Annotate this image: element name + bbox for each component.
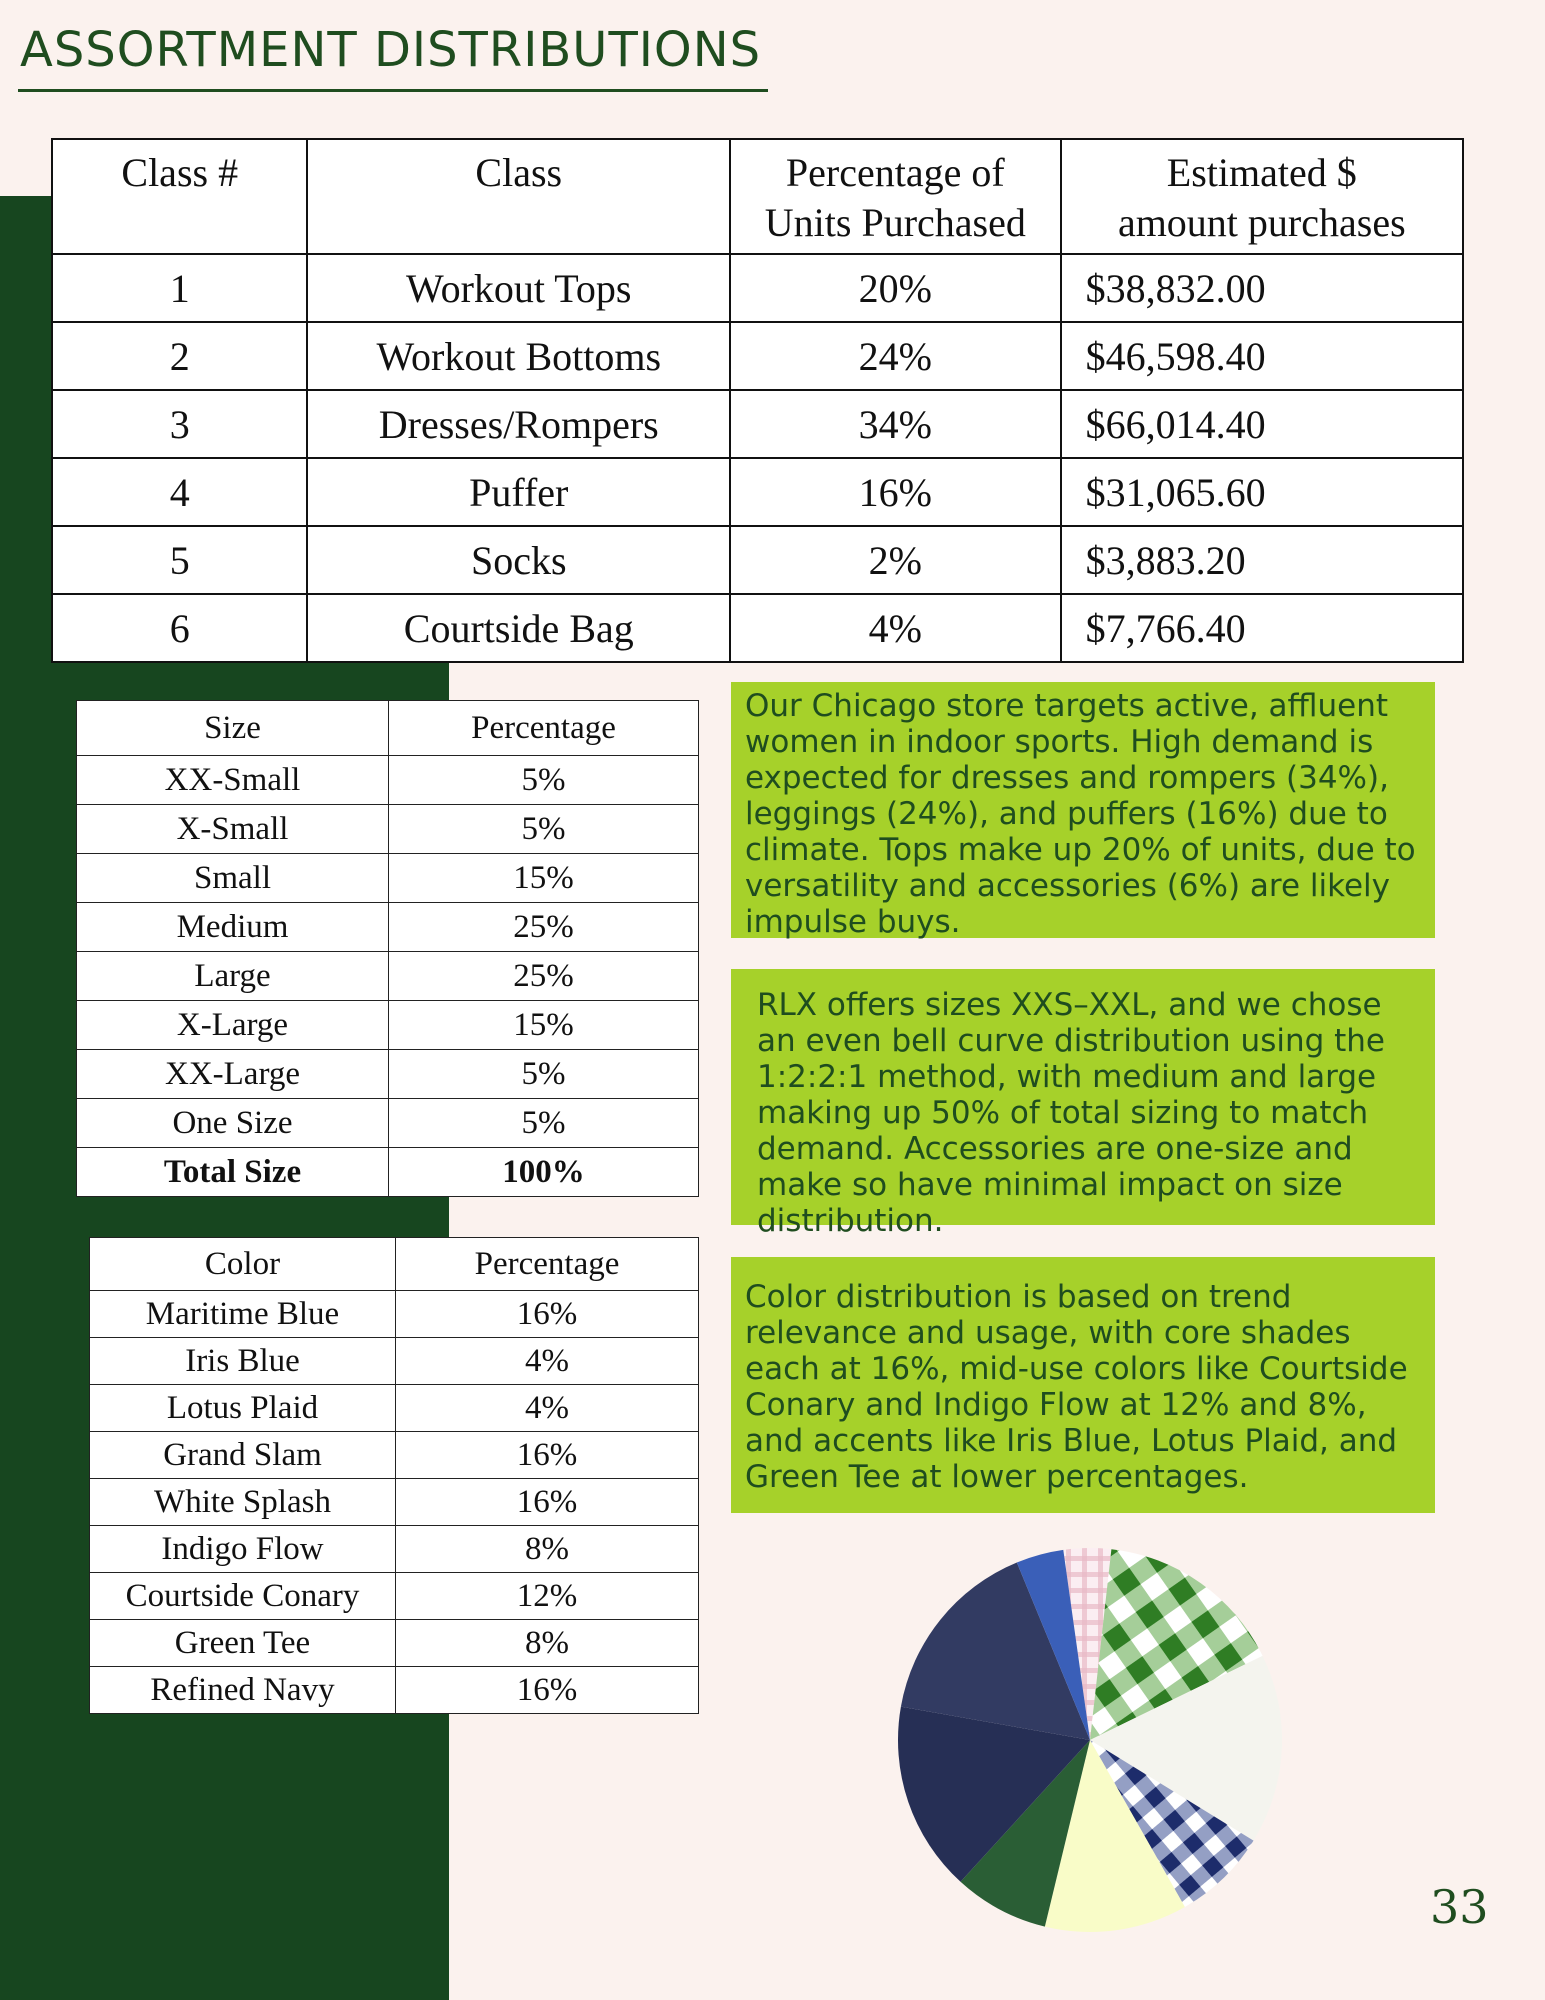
class-amount: $38,832.00 [1061,254,1463,322]
table-row [52,390,1463,458]
table-row [77,1050,699,1099]
color-name: Indigo Flow [90,1526,396,1573]
size-name: Small [77,854,389,903]
color-note: Color distribution is based on trend relevance and usage, with core shades each at 16%, mid-use colors like Courtside Conary and Indigo Flow at 12% and 8%, and accents like Iris Blue, Lotus Plaid, and Green Tee at lower percentages. [731,1257,1435,1513]
class-number: 1 [52,254,307,322]
class-amount: $31,065.60 [1061,458,1463,526]
class-name: Workout Tops [307,254,730,322]
class-name: Dresses/Rompers [307,390,730,458]
class-percentage: 2% [730,526,1061,594]
header-amount-line-2: amount purchases [1117,200,1406,245]
table-row [52,458,1463,526]
table-row [90,1526,699,1573]
table-row [77,1099,699,1148]
table-row [90,1667,699,1714]
color-distribution-pie-chart [890,1540,1290,1940]
class-percentage: 24% [730,322,1061,390]
table-row [77,756,699,805]
table-row [77,903,699,952]
header-percentage-line-1: Percentage of [785,150,1005,195]
class-amount: $46,598.40 [1061,322,1463,390]
header-size-percentage: Percentage [389,701,699,756]
size-name: XX-Large [77,1050,389,1099]
size-percentage: 5% [389,1099,699,1148]
size-total-label: Total Size [77,1148,389,1197]
class-number: 2 [52,322,307,390]
class-number: 5 [52,526,307,594]
class-amount: $7,766.40 [1061,594,1463,662]
color-name: Grand Slam [90,1432,396,1479]
color-name: Lotus Plaid [90,1385,396,1432]
size-percentage: 5% [389,1050,699,1099]
size-name: One Size [77,1099,389,1148]
size-percentage: 15% [389,854,699,903]
size-table [76,700,699,1197]
table-row [90,1385,699,1432]
class-table-header-row [52,139,1463,254]
color-percentage: 4% [396,1338,699,1385]
color-percentage: 16% [396,1479,699,1526]
table-row [52,254,1463,322]
color-table [89,1237,699,1714]
class-number: 4 [52,458,307,526]
class-percentage: 34% [730,390,1061,458]
color-percentage: 16% [396,1667,699,1714]
class-name: Puffer [307,458,730,526]
title-underline [18,89,768,92]
class-percentage: 20% [730,254,1061,322]
size-percentage: 5% [389,756,699,805]
table-row [90,1479,699,1526]
size-percentage: 15% [389,1001,699,1050]
color-name: Iris Blue [90,1338,396,1385]
size-name: X-Large [77,1001,389,1050]
size-name: XX-Small [77,756,389,805]
header-amount-line-1: Estimated $ [1166,150,1357,195]
table-row [90,1338,699,1385]
color-name: Courtside Conary [90,1573,396,1620]
color-percentage: 8% [396,1620,699,1667]
table-row [77,1001,699,1050]
class-number: 6 [52,594,307,662]
color-table-header-row [90,1238,699,1291]
class-number: 3 [52,390,307,458]
size-name: Large [77,952,389,1001]
header-class: Class [307,139,730,254]
header-color-percentage: Percentage [396,1238,699,1291]
table-row [52,594,1463,662]
class-table [51,138,1464,663]
class-amount: $66,014.40 [1061,390,1463,458]
color-percentage: 12% [396,1573,699,1620]
size-percentage: 25% [389,903,699,952]
color-percentage: 16% [396,1291,699,1338]
color-percentage: 4% [396,1385,699,1432]
size-table-header-row [77,701,699,756]
table-row [90,1620,699,1667]
header-percentage [730,139,1061,254]
size-percentage: 5% [389,805,699,854]
size-total-percentage: 100% [389,1148,699,1197]
size-name: X-Small [77,805,389,854]
color-name: Maritime Blue [90,1291,396,1338]
class-name: Socks [307,526,730,594]
table-row [52,322,1463,390]
class-name: Workout Bottoms [307,322,730,390]
table-row [77,805,699,854]
class-percentage: 4% [730,594,1061,662]
sizing-note: RLX offers sizes XXS–XXL, and we chose an even bell curve distribution using the 1:2:2:1 method, with medium and large making up 50% of total sizing to match demand. Accessories are one-size and make so have minimal impact on size distribution. [731,969,1435,1225]
size-name: Medium [77,903,389,952]
size-total-row [77,1148,699,1197]
table-row [77,854,699,903]
class-percentage: 16% [730,458,1061,526]
page-number: 33 [1430,1880,1489,1934]
color-percentage: 8% [396,1526,699,1573]
color-percentage: 16% [396,1432,699,1479]
demand-note: Our Chicago store targets active, affluent women in indoor sports. High demand is expected for dresses and rompers (34%), leggings (24%), and puffers (16%) due to climate. Tops make up 20% of units, due to versatility and accessories (6%) are likely impulse buys. [731,682,1435,938]
color-name: Green Tee [90,1620,396,1667]
class-amount: $3,883.20 [1061,526,1463,594]
color-name: White Splash [90,1479,396,1526]
header-percentage-line-2: Units Purchased [764,200,1026,245]
table-row [90,1291,699,1338]
color-name: Refined Navy [90,1667,396,1714]
page-title: ASSORTMENT DISTRIBUTIONS [20,22,762,78]
class-name: Courtside Bag [307,594,730,662]
table-row [90,1432,699,1479]
size-percentage: 25% [389,952,699,1001]
header-amount [1061,139,1463,254]
table-row [52,526,1463,594]
header-color: Color [90,1238,396,1291]
table-row [77,952,699,1001]
table-row [90,1573,699,1620]
header-class-number: Class # [52,139,307,254]
header-size: Size [77,701,389,756]
